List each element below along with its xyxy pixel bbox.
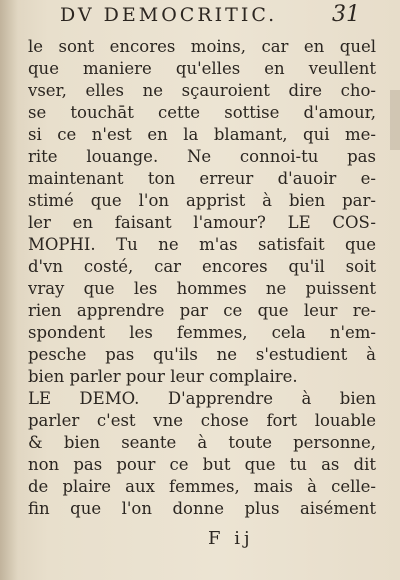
text-line: parler c'est vne chose fort louable (28, 411, 376, 430)
signature-mark: F ij (208, 528, 254, 549)
text-line: fin que l'on donne plus aisément (28, 499, 376, 518)
text-line: MOPHI. Tu ne m'as satisfait que (28, 235, 376, 254)
text-line: & bien seante à toute personne, (28, 433, 376, 452)
text-line: vser, elles ne sçauroient dire cho- (28, 81, 376, 100)
show-through-stain (390, 90, 400, 150)
text-line: rite louange. Ne connoi-tu pas (28, 147, 376, 166)
text-line: ler en faisant l'amour? LE COS- (28, 213, 376, 232)
text-line: non pas pour ce but que tu as dit (28, 455, 376, 474)
text-line: maintenant ton erreur d'auoir e- (28, 169, 376, 188)
text-line: LE DEMO. D'apprendre à bien (28, 389, 376, 408)
running-head-title: DV DEMOCRITIC. (60, 4, 278, 26)
text-line: rien apprendre par ce que leur re- (28, 301, 376, 320)
text-line: se touchāt cette sottise d'amour, (28, 103, 376, 122)
text-line: de plaire aux femmes, mais à celle- (28, 477, 376, 496)
running-head (60, 2, 360, 30)
text-line: stimé que l'on apprist à bien par- (28, 191, 376, 210)
page-number: 31 (332, 2, 360, 27)
text-line: que maniere qu'elles en veullent (28, 59, 376, 78)
text-line: vray que les hommes ne puissent (28, 279, 376, 298)
text-line: d'vn costé, car encores qu'il soit (28, 257, 376, 276)
text-line: spondent les femmes, cela n'em- (28, 323, 376, 342)
text-line: bien parler pour leur complaire. (28, 367, 298, 386)
text-line: pesche pas qu'ils ne s'estudient à (28, 345, 376, 364)
text-line: si ce n'est en la blamant, qui me- (28, 125, 376, 144)
gutter-shadow (0, 0, 18, 580)
text-line: le sont encores moins, car en quel (28, 37, 376, 56)
body-text (28, 36, 376, 520)
